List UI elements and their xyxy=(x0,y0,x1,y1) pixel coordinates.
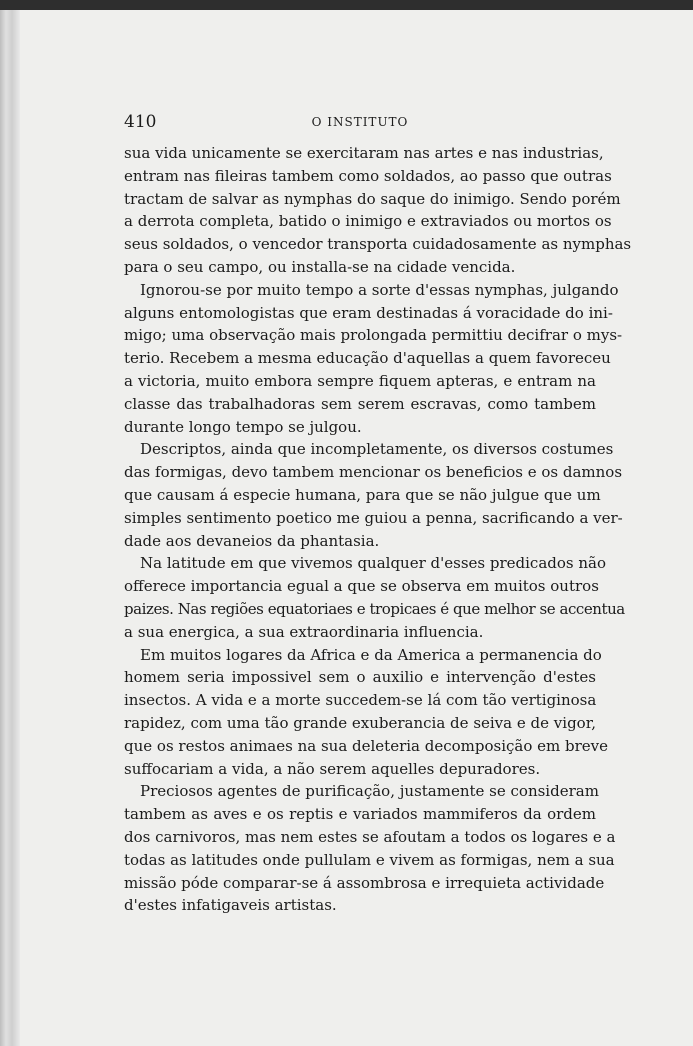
paragraph xyxy=(124,279,623,439)
body-text xyxy=(124,142,632,917)
scan-border xyxy=(0,0,693,10)
text-line: alguns entomologistas que eram destinadas á voracidade do ini- xyxy=(124,303,613,322)
paragraph xyxy=(124,780,616,917)
text-line: das formigas, devo tambem mencionar os beneficios e os damnos xyxy=(124,463,623,482)
running-title: O INSTITUTO xyxy=(311,115,409,129)
page-edge xyxy=(0,10,20,1046)
text-line: tambem as aves e os reptis e variados mammiferos da ordem xyxy=(124,805,596,824)
text-line: Descriptos, ainda que incompletamente, os diversos costumes xyxy=(140,440,614,459)
text-line: missão póde comparar-se á assombrosa e irrequieta actividade xyxy=(124,873,605,892)
text-line: rapidez, com uma tão grande exuberancia de seiva e de vigor, xyxy=(124,713,596,732)
text-line: todas as latitudes onde pullulam e vivem as formigas, nem a sua xyxy=(124,850,615,869)
text-line: a derrota completa, batido o inimigo e extraviados ou mortos os xyxy=(124,212,612,231)
page-number: 410 xyxy=(124,112,157,132)
text-line: simples sentimento poetico me guiou a penna, sacrificando a ver- xyxy=(124,508,623,527)
text-line: dade aos devaneios da phantasia. xyxy=(124,531,380,550)
text-line: entram nas fileiras tambem como soldados, ao passo que outras xyxy=(124,166,612,185)
text-line: seus soldados, o vencedor transporta cuidadosamente as nymphas xyxy=(124,235,632,254)
page-header xyxy=(124,108,596,138)
text-line: terio. Recebem a mesma educação d'aquellas a quem favoreceu xyxy=(124,349,611,368)
text-line: a sua energica, a sua extraordinaria influencia. xyxy=(124,622,484,641)
text-line: offerece importancia egual a que se observa em muitos outros xyxy=(124,577,599,596)
text-line: classe das trabalhadoras sem serem escravas, como tambem xyxy=(124,394,596,413)
text-line: que causam á especie humana, para que se não julgue que um xyxy=(124,485,601,504)
paragraph xyxy=(124,142,632,279)
paragraph xyxy=(124,438,623,552)
text-line: suffocariam a vida, a não serem aquelles depuradores. xyxy=(124,759,541,778)
text-line: a victoria, muito embora sempre fiquem apteras, e entram na xyxy=(124,371,596,390)
paragraph xyxy=(124,552,625,643)
text-line: d'estes infatigaveis artistas. xyxy=(124,896,337,915)
paragraph xyxy=(124,644,609,781)
text-line: para o seu campo, ou installa-se na cidade vencida. xyxy=(124,257,516,276)
text-line: homem seria impossivel sem o auxilio e intervenção d'estes xyxy=(124,668,596,687)
text-line: migo; uma observação mais prolongada permittiu decifrar o mys- xyxy=(124,326,623,345)
text-line: Na latitude em que vivemos qualquer d'esses predicados não xyxy=(140,554,607,573)
text-line: sua vida unicamente se exercitaram nas artes e nas industrias, xyxy=(124,144,604,162)
text-line: Em muitos logares da Africa e da America a permanencia do xyxy=(140,645,602,664)
text-line: dos carnivoros, mas nem estes se afoutam a todos os logares e a xyxy=(124,827,616,846)
text-line: insectos. A vida e a morte succedem-se lá com tão vertiginosa xyxy=(124,691,597,710)
text-line: paizes. Nas regiões equatoriaes e tropicaes é que melhor se accentua xyxy=(124,599,625,618)
text-line: tractam de salvar as nymphas do saque do inimigo. Sendo porém xyxy=(124,189,621,208)
text-line: que os restos animaes na sua deleteria decomposição em breve xyxy=(124,736,609,755)
text-line: Preciosos agentes de purificação, justamente se consideram xyxy=(140,782,599,801)
text-line: Ignorou-se por muito tempo a sorte d'essas nymphas, julgando xyxy=(140,280,619,299)
text-line: durante longo tempo se julgou. xyxy=(124,417,362,436)
